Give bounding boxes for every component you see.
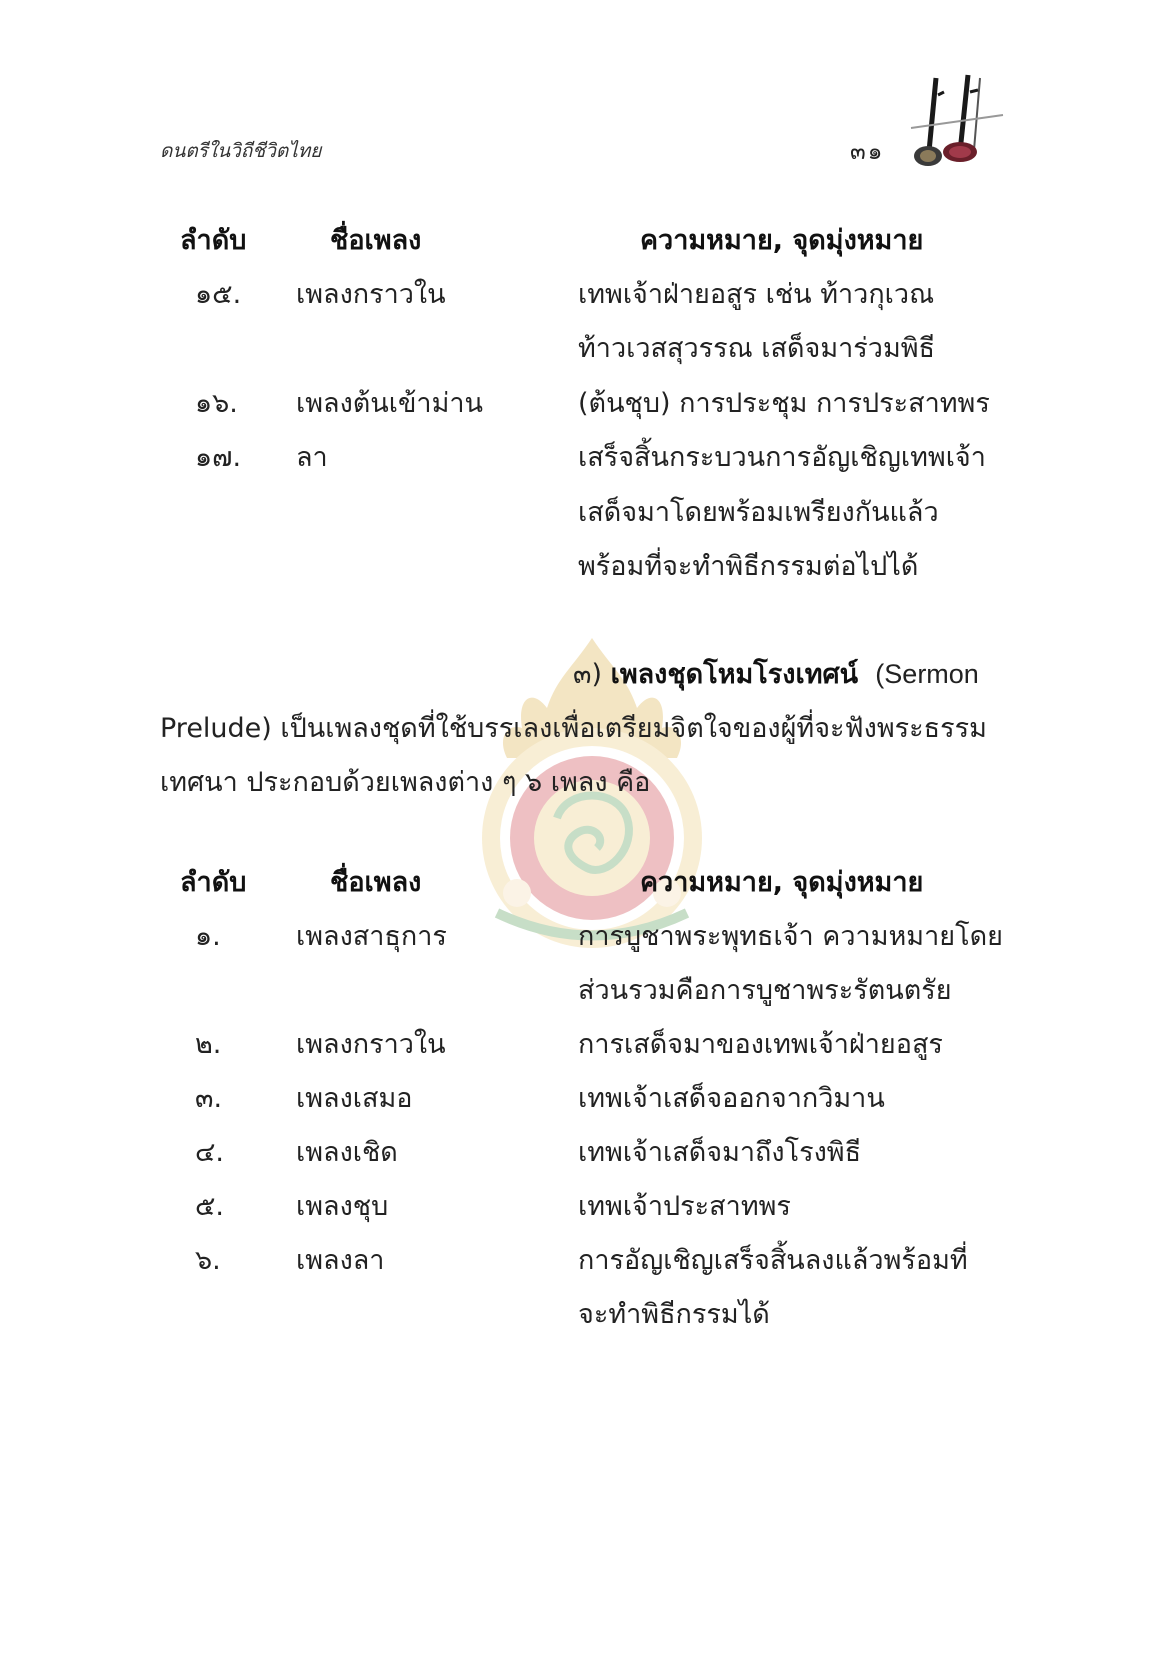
table1-header-no: ลำดับ: [180, 225, 247, 256]
table1-row-meaning: เทพเจ้าฝ่ายอสูร เช่น ท้าวกุเวณ: [578, 279, 935, 310]
table2-row-name: เพลงเชิด: [296, 1137, 398, 1168]
table2-header-name: ชื่อเพลง: [330, 867, 422, 898]
table1-row-name: เพลงกราวใน: [296, 279, 446, 310]
section3-title: เพลงชุดโหมโรงเทศน์: [610, 659, 859, 690]
table2-row-meaning: การบูชาพระพุทธเจ้า ความหมายโดย: [578, 921, 1003, 952]
table2-row-meaning: จะทำพิธีกรรมได้: [578, 1299, 770, 1330]
table1-header-meaning: ความหมาย, จุดมุ่งหมาย: [640, 225, 924, 256]
table2-row-name: เพลงลา: [296, 1245, 385, 1276]
section3-number: ๓): [573, 659, 602, 690]
section3-line2: Prelude) เป็นเพลงชุดที่ใช้บรรเลงเพื่อเตรียมจิตใจของผู้ที่จะฟังพระธรรม: [160, 713, 987, 744]
table1-row-no: ๑๗.: [195, 442, 242, 473]
table1-row-meaning: (ต้นชุบ) การประชุม การประสาทพร: [578, 388, 990, 419]
table2-row-no: ๖.: [195, 1245, 221, 1276]
page-number: ๓๑: [850, 139, 885, 165]
section3-line3: เทศนา ประกอบด้วยเพลงต่าง ๆ ๖ เพลง คือ: [160, 767, 651, 798]
table1-row-no: ๑๕.: [195, 279, 242, 310]
table1-row-name: เพลงต้นเข้าม่าน: [296, 388, 484, 419]
table1-row-name: ลา: [296, 442, 328, 473]
table2-row-name: เพลงเสมอ: [296, 1083, 413, 1114]
table2-header-no: ลำดับ: [180, 867, 247, 898]
table2-row-no: ๑.: [195, 921, 221, 952]
table2-row-meaning: ส่วนรวมคือการบูชาพระรัตนตรัย: [578, 975, 952, 1006]
section3-english: (Sermon: [875, 659, 979, 689]
table1-row-meaning: เสด็จมาโดยพร้อมเพรียงกันแล้ว: [578, 497, 939, 528]
thai-fiddle-icon: [908, 70, 1018, 185]
section3-heading: [573, 652, 979, 695]
table1-header-name: ชื่อเพลง: [330, 225, 422, 256]
table2-row-meaning: การเสด็จมาของเทพเจ้าฝ่ายอสูร: [578, 1029, 943, 1060]
table1-row-meaning: เสร็จสิ้นกระบวนการอัญเชิญเทพเจ้า: [578, 442, 986, 473]
table2-header-meaning: ความหมาย, จุดมุ่งหมาย: [640, 867, 924, 898]
book-title: ดนตรีในวิถีชีวิตไทย: [160, 140, 322, 162]
table2-row-no: ๕.: [195, 1191, 225, 1222]
table2-row-meaning: เทพเจ้าเสด็จมาถึงโรงพิธี: [578, 1137, 862, 1168]
table2-row-meaning: การอัญเชิญเสร็จสิ้นลงแล้วพร้อมที่: [578, 1245, 968, 1276]
table2-row-name: เพลงกราวใน: [296, 1029, 446, 1060]
table2-row-no: ๔.: [195, 1137, 225, 1168]
table2-row-meaning: เทพเจ้าเสด็จออกจากวิมาน: [578, 1083, 885, 1114]
table1-row-meaning: พร้อมที่จะทำพิธีกรรมต่อไปได้: [578, 551, 919, 582]
table1-row-meaning: ท้าวเวสสุวรรณ เสด็จมาร่วมพิธี: [578, 333, 936, 364]
table1-row-no: ๑๖.: [195, 388, 238, 419]
table2-row-no: ๒.: [195, 1029, 222, 1060]
table2-row-no: ๓.: [195, 1083, 223, 1114]
table2-row-name: เพลงสาธุการ: [296, 921, 447, 952]
table2-row-meaning: เทพเจ้าประสาทพร: [578, 1191, 791, 1222]
table2-row-name: เพลงชุบ: [296, 1191, 389, 1222]
